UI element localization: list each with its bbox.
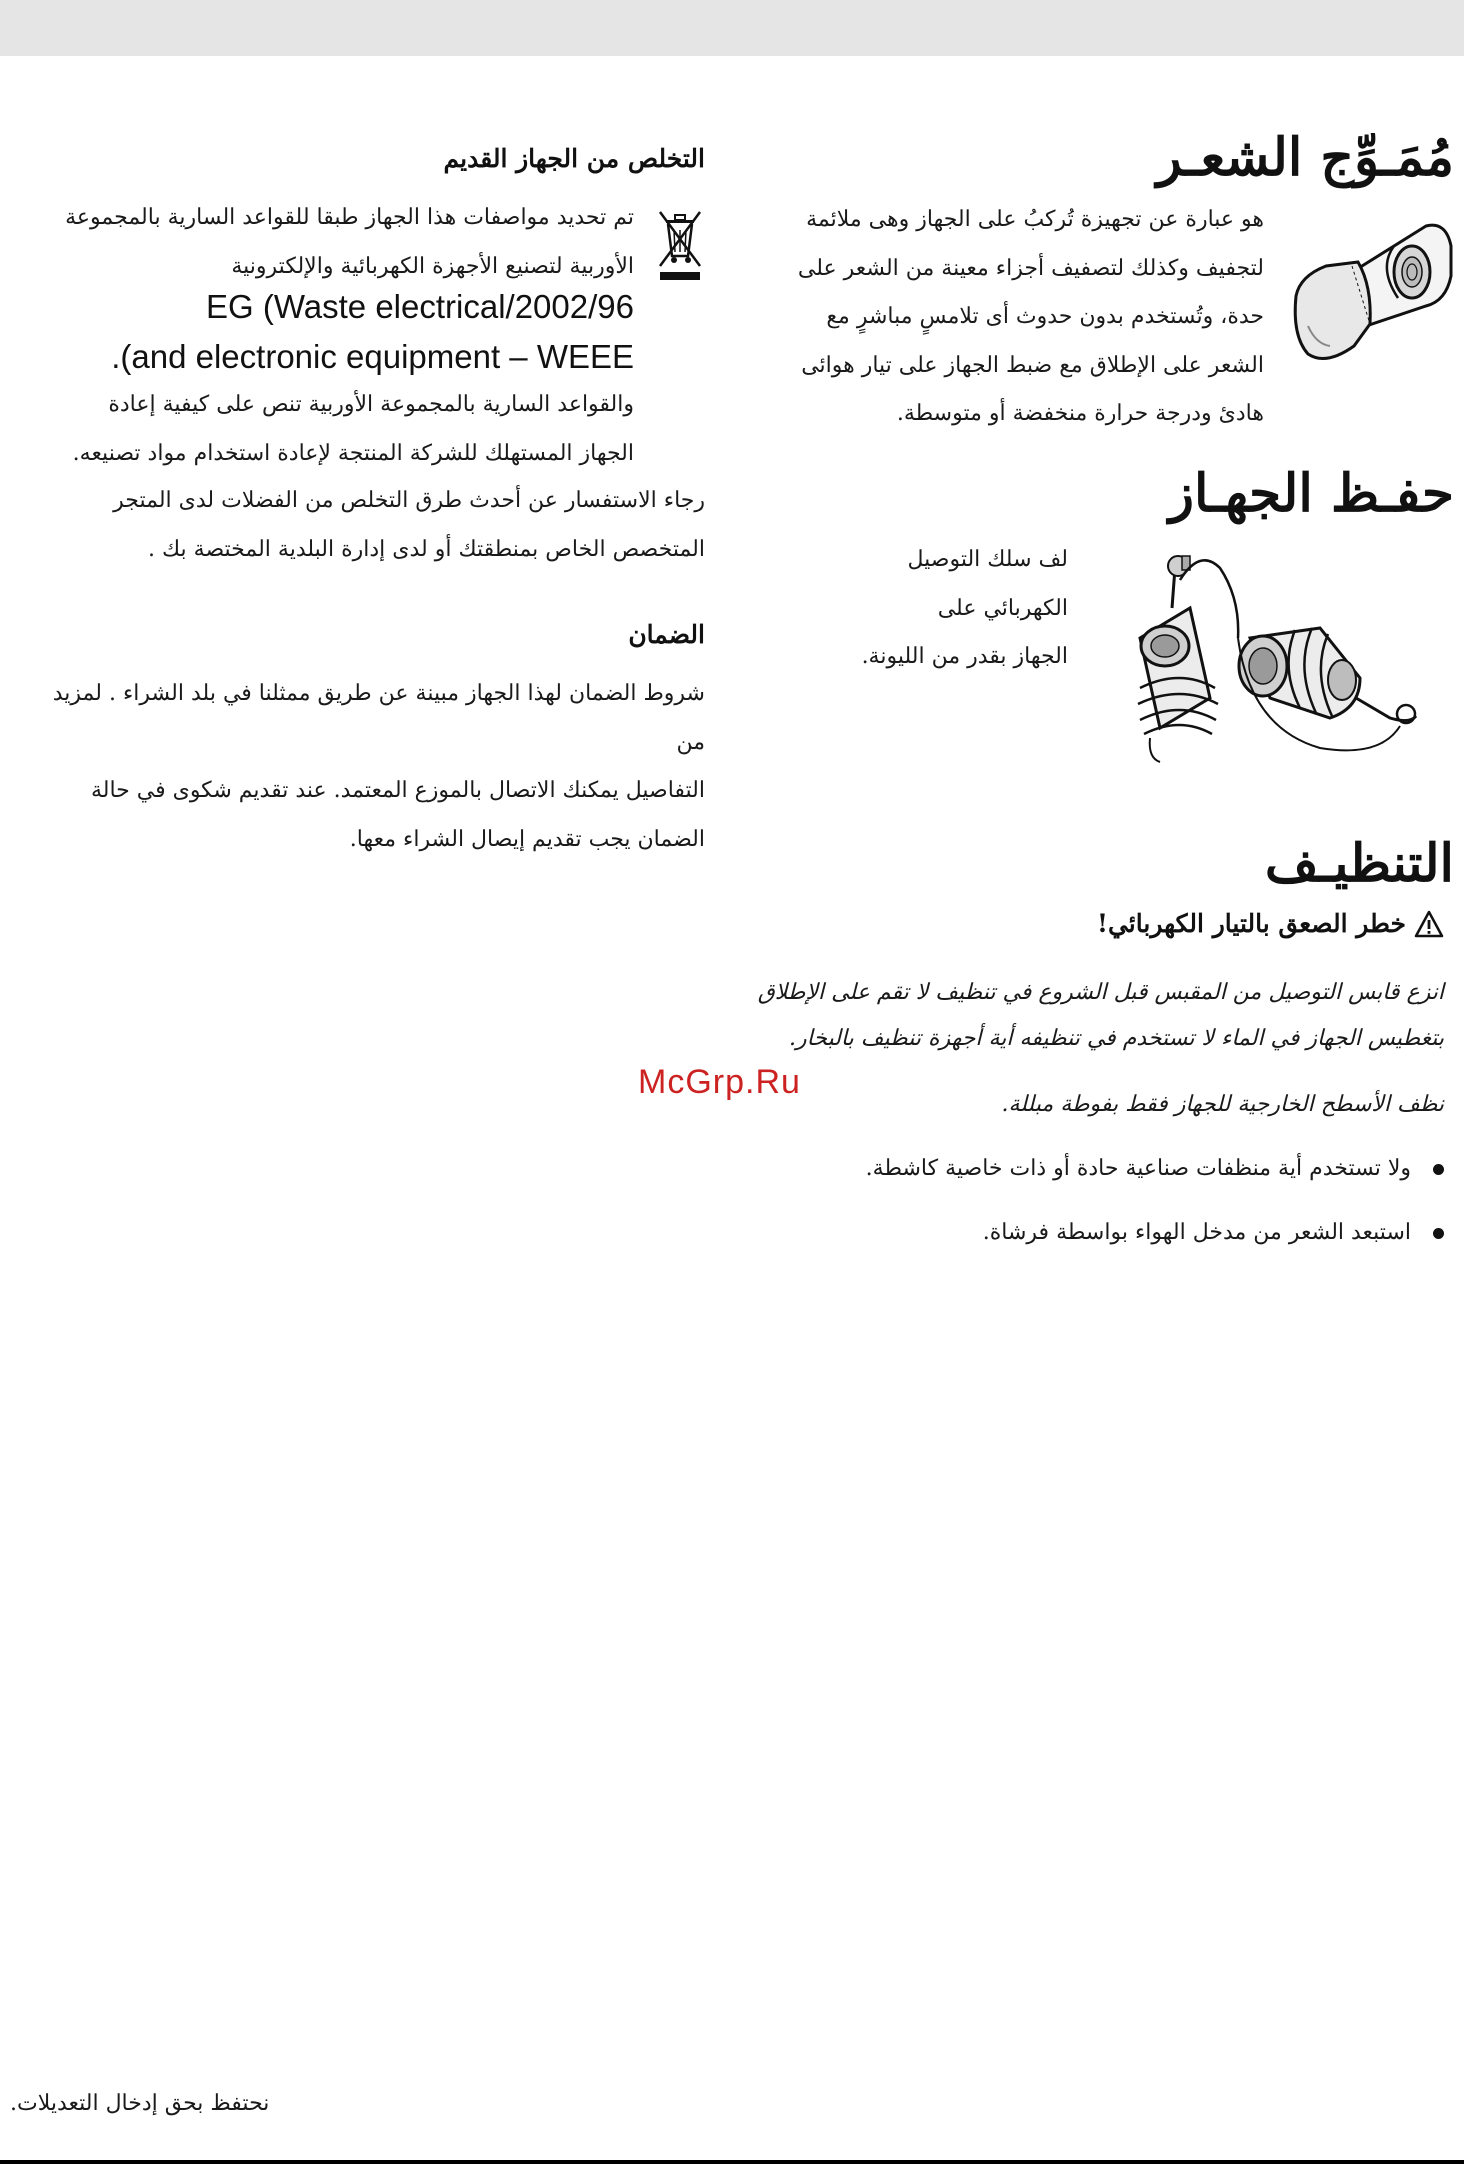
electric-shock-warning (1097, 904, 1444, 944)
diffuser-line: حدة، وتُستخدم بدون حدوث أى تلامسٍ مباشرٍ مع (826, 304, 1264, 329)
cleaning-italic-line: نظف الأسطح الخارجية للجهاز فقط بفوطة مبللة. (1001, 1092, 1444, 1117)
diffuser-text (704, 196, 1264, 439)
cleaning-italic-line: انزع قابس التوصيل من المقبس قبل الشروع في تنظيف لا تقم على الإطلاق (757, 980, 1444, 1005)
warranty-line: الضمان يجب تقديم إيصال الشراء معها. (349, 826, 705, 852)
storage-text (748, 536, 1068, 682)
top-gray-band (0, 0, 1464, 56)
warranty-line: التفاصيل يمكنك الاتصال بالموزع المعتمد. عند تقديم شكوى في حالة (90, 778, 705, 803)
disposal-line: رجاء الاستفسار عن أحدث طرق التخلص من الفضلات لدى المتجر (113, 488, 705, 513)
disposal-title: التخلص من الجهاز القديم (443, 144, 705, 173)
bullet-text: استبعد الشعر من مدخل الهواء بواسطة فرشاة. (982, 1220, 1411, 1245)
disposal-line: والقواعد السارية بالمجموعة الأوربية تنص على كيفية إعادة (108, 392, 634, 417)
bullet-icon (1433, 1228, 1444, 1239)
disposal-line: الأوربية لتصنيع الأجهزة الكهربائية والإلكترونية (231, 253, 634, 279)
cord-wrapped-dryer-illustration (1120, 548, 1430, 770)
cleaning-instructions (724, 970, 1444, 1062)
disposal-line: تم تحديد مواصفات هذا الجهاز طبقا للقواعد السارية بالمجموعة (65, 205, 634, 230)
warning-triangle-icon (1414, 910, 1444, 938)
footer-note: نحتفظ بحق إدخال التعديلات. (10, 2091, 270, 2116)
watermark: McGrp.Ru (638, 1063, 801, 1101)
warning-label: خطر الصعق بالتيار الكهربائي! (1096, 909, 1406, 938)
diffuser-title: مُمَـوِّج الشعـر (1156, 127, 1454, 188)
bullet-icon (1433, 1164, 1444, 1175)
diffuser-attachment-illustration (1286, 206, 1456, 376)
diffuser-line: الشعر على الإطلاق مع ضبط الجهاز على تيار هوائى (801, 352, 1264, 378)
weee-directive-line: 2002/96/EG (Waste electrical (206, 288, 634, 325)
list-item (724, 1211, 1444, 1255)
disposal-line: الجهاز المستهلك للشركة المنتجة لإعادة استخدام مواد تصنيعه. (72, 440, 634, 466)
storage-title: حفـظ الجهـاز (1168, 463, 1454, 524)
storage-line: لف سلك التوصيل (907, 547, 1068, 572)
disposal-line: المتخصص الخاص بمنطقتك أو لدى إدارة البلدية المختصة بك . (148, 536, 705, 562)
cleaning-title: التنظيـف (1264, 833, 1454, 894)
weee-directive-line: and electronic equipment – WEEE). (111, 338, 634, 375)
bottom-rule (0, 2160, 1464, 2164)
disposal-text-block-3 (40, 477, 705, 574)
crossed-bin-icon (656, 208, 704, 284)
bullet-text: ولا تستخدم أية منظفات صناعية حادة أو ذات خاصية كاشطة. (865, 1156, 1411, 1181)
storage-line: الجهاز بقدر من الليونة. (861, 644, 1068, 669)
warranty-line: شروط الضمان لهذا الجهاز مبينة عن طريق ممثلنا في بلد الشراء . لمزيد من (52, 681, 705, 755)
storage-line: الكهربائي على (937, 595, 1068, 621)
warranty-title: الضمان (628, 620, 705, 649)
diffuser-line: لتجفيف وكذلك لتصفيف أجزاء معينة من الشعر على (797, 255, 1264, 281)
cleaning-italic-line: بتغطيس الجهاز في الماء لا تستخدم في تنظيفه أية أجهزة تنظيف بالبخار. (789, 1026, 1444, 1051)
diffuser-line: هادئ ودرجة حرارة منخفضة أو متوسطة. (896, 401, 1264, 426)
disposal-text-block-2 (40, 381, 634, 478)
disposal-text-block-1 (40, 194, 634, 291)
list-item (724, 1147, 1444, 1191)
diffuser-line: هو عبارة عن تجهيزة تُركبُ على الجهاز وهى ملائمة (806, 207, 1264, 232)
warranty-text (40, 670, 705, 864)
